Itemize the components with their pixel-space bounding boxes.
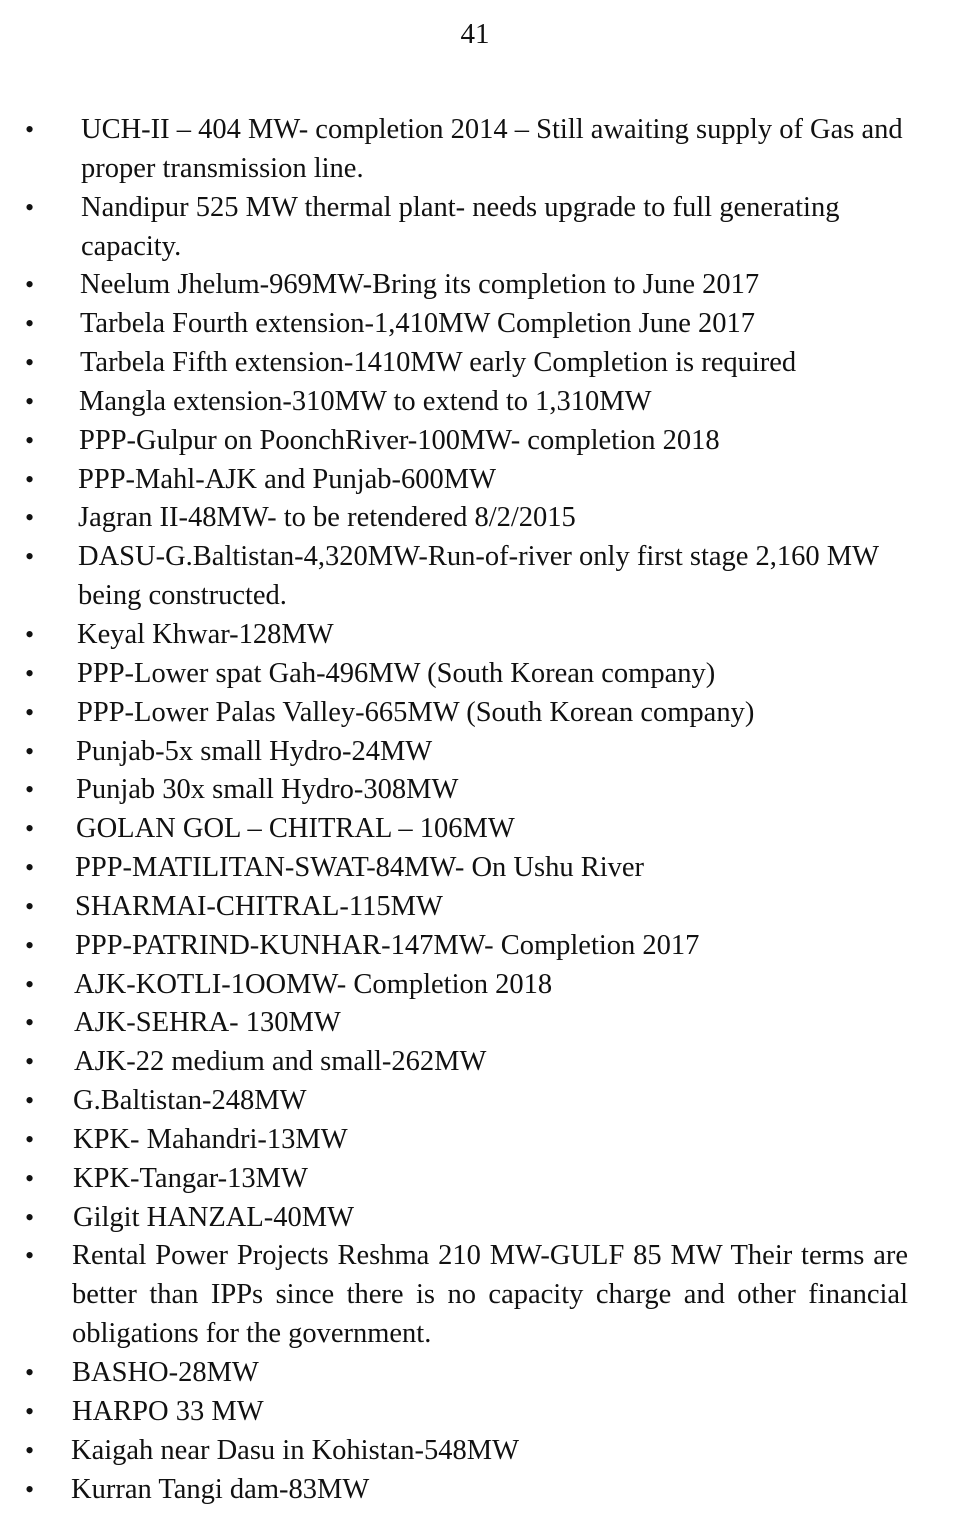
list-item-text: G.Baltistan-248MW (73, 1085, 307, 1117)
list-item-text: Neelum Jhelum-969MW-Bring its completion to June 2017 (80, 269, 760, 301)
bullet-icon: • (25, 1163, 35, 1193)
bullet-icon: • (25, 969, 35, 999)
list-item-text: PPP-PATRIND-KUNHAR-147MW- Completion 2017 (75, 929, 700, 961)
bullet-icon: • (25, 1008, 35, 1038)
bullet-icon: • (25, 464, 35, 494)
bullet-icon: • (25, 192, 35, 222)
list-item (0, 1354, 968, 1393)
list-item (0, 1082, 968, 1121)
list-item (0, 189, 917, 267)
list-item-text: Nandipur 525 MW thermal plant- needs upgrade to full generating capacity. (81, 191, 840, 262)
list-item-text: DASU-G.Baltistan-4,320MW-Run-of-river only first stage 2,160 MW being constructed. (78, 541, 879, 612)
list-item (0, 1160, 968, 1199)
list-item-text: Kurran Tangi dam-83MW (71, 1473, 370, 1505)
bullet-icon: • (25, 348, 35, 378)
bullet-icon: • (25, 1435, 35, 1465)
list-item (0, 1432, 968, 1471)
list-item-text: Punjab-5x small Hydro-24MW (76, 735, 433, 767)
bullet-icon: • (25, 309, 35, 339)
list-item-text: Jagran II-48MW- to be retendered 8/2/2015 (78, 502, 576, 534)
list-item (0, 461, 968, 500)
list-item (0, 1043, 968, 1082)
list-item-text: Tarbela Fifth extension-1410MW early Completion is required (80, 347, 797, 379)
list-item (0, 771, 968, 810)
list-item-text: PPP-Gulpur on PoonchRiver-100MW- completion 2018 (79, 424, 720, 456)
list-item (0, 1199, 968, 1238)
list-item-text: KPK-Tangar-13MW (73, 1162, 308, 1194)
list-item-text: Mangla extension-310MW to extend to 1,310MW (79, 385, 652, 417)
bullet-icon: • (25, 1202, 35, 1232)
list-item-text: HARPO 33 MW (72, 1395, 264, 1427)
bullet-icon: • (25, 542, 35, 572)
bullet-icon: • (25, 930, 35, 960)
list-item-text: KPK- Mahandri-13MW (73, 1123, 348, 1155)
bullet-icon: • (25, 619, 35, 649)
list-item (0, 1004, 968, 1043)
list-item-text: Punjab 30x small Hydro-308MW (76, 774, 459, 806)
list-item-text: UCH-II – 404 MW- completion 2014 – Still awaiting supply of Gas and proper transmission line. (81, 114, 903, 184)
list-item (0, 810, 968, 849)
list-item-text: PPP-MATILITAN-SWAT-84MW- On Ushu River (75, 852, 645, 884)
bullet-icon: • (25, 814, 35, 844)
list-item-text: Gilgit HANZAL-40MW (73, 1201, 355, 1233)
bullet-icon: • (25, 891, 35, 921)
list-item-text: AJK-KOTLI-1OOMW- Completion 2018 (74, 968, 553, 1000)
bullet-icon: • (25, 425, 35, 455)
list-item (0, 383, 968, 422)
bullet-icon: • (25, 1358, 35, 1387)
list-item-text: SHARMAI-CHITRAL-115MW (75, 890, 443, 922)
list-item (0, 966, 968, 1005)
list-item (0, 1393, 968, 1432)
bullet-icon: • (25, 386, 35, 416)
bullet-icon: • (25, 270, 35, 300)
list-item (0, 305, 968, 344)
bullet-icon: • (25, 658, 35, 688)
bullet-icon: • (25, 775, 35, 805)
list-item-text: Keyal Khwar-128MW (77, 618, 334, 650)
bullet-icon: • (25, 1086, 35, 1116)
bullet-icon: • (25, 1474, 35, 1504)
list-item (0, 266, 968, 305)
list-item-text: Tarbela Fourth extension-1,410MW Completion June 2017 (80, 308, 756, 340)
list-item (0, 655, 968, 694)
list-item-text: PPP-Lower spat Gah-496MW (South Korean company) (77, 657, 716, 689)
list-item (0, 1237, 908, 1354)
bullet-icon: • (25, 503, 35, 533)
list-item (0, 422, 968, 461)
list-item (0, 927, 968, 966)
list-item-text: PPP-Mahl-AJK and Punjab-600MW (78, 463, 496, 495)
list-item-text: PPP-Lower Palas Valley-665MW (South Korean company) (77, 696, 755, 728)
list-item (0, 499, 968, 538)
list-item (0, 616, 968, 655)
list-item-text: BASHO-28MW (72, 1357, 259, 1388)
list-item (0, 1471, 968, 1510)
bullet-icon: • (25, 697, 35, 727)
bullet-icon: • (25, 1047, 35, 1077)
list-item-text: AJK-SEHRA- 130MW (74, 1007, 341, 1039)
bullet-icon: • (25, 853, 35, 883)
bullet-icon: • (25, 736, 35, 766)
list-item-text: Kaigah near Dasu in Kohistan-548MW (71, 1434, 519, 1466)
list-item (0, 849, 968, 888)
project-bullet-list (0, 111, 968, 1509)
list-item-text: Rental Power Projects Reshma 210 MW-GULF 85 MW Their terms are better than IPPs since there is no capacity charge and other financial obligations for the government. (72, 1240, 908, 1350)
list-item (0, 694, 968, 733)
bullet-icon: • (25, 115, 35, 144)
list-item (0, 344, 968, 383)
bullet-icon: • (25, 1124, 35, 1154)
list-item (0, 888, 968, 927)
bullet-icon: • (25, 1241, 35, 1271)
list-item-text: GOLAN GOL – CHITRAL – 106MW (76, 813, 515, 845)
list-item (0, 538, 914, 616)
list-item-text: AJK-22 medium and small-262MW (74, 1046, 487, 1078)
list-item (0, 111, 917, 189)
page-number: 41 (460, 18, 490, 50)
bullet-icon: • (25, 1396, 35, 1426)
list-item (0, 733, 968, 772)
list-item (0, 1121, 968, 1160)
